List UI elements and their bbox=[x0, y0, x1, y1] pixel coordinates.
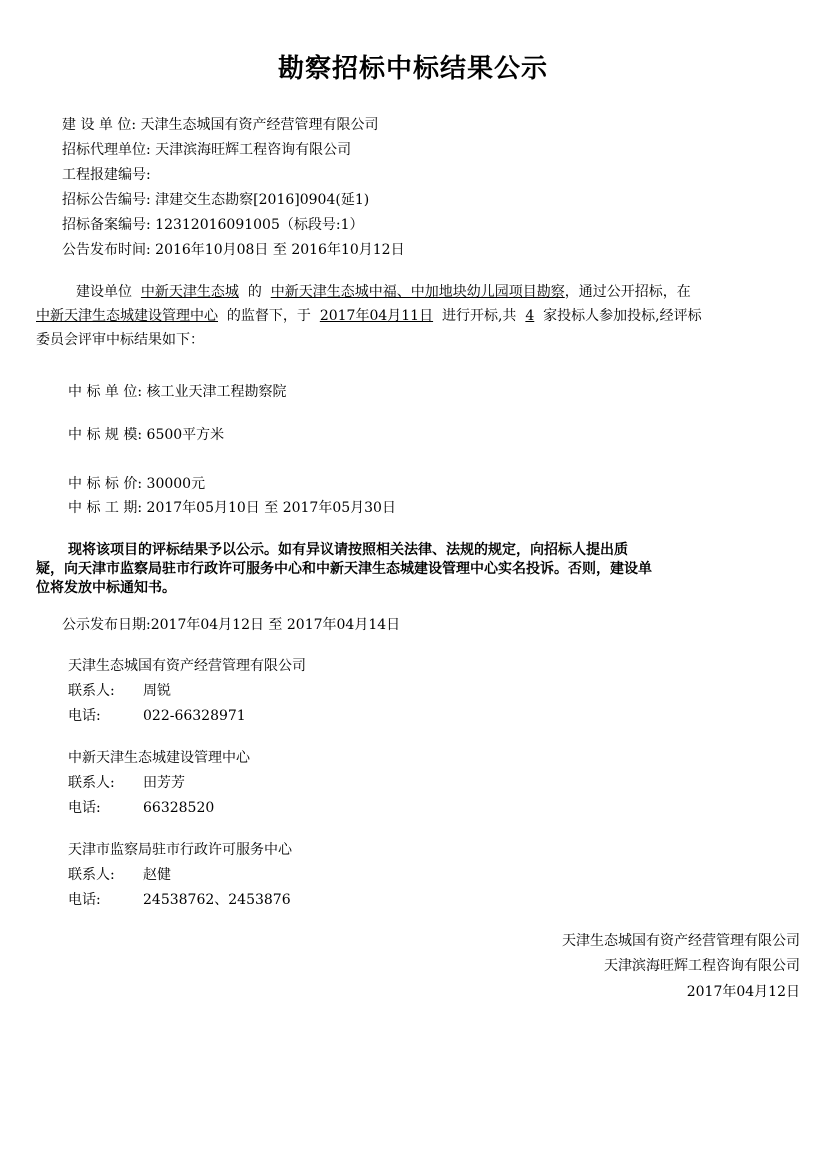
contact-phone: 66328520 bbox=[143, 800, 215, 816]
field-label: 招标公告编号: bbox=[62, 192, 151, 208]
intro-text: 的监督下，于 bbox=[226, 308, 311, 324]
field-label: 建 设 单 位: bbox=[62, 117, 137, 133]
field-value: 2016年10月08日 至 2016年10月12日 bbox=[155, 242, 405, 258]
field-agent bbox=[62, 140, 351, 160]
contact-phone-label: 电话: bbox=[68, 800, 101, 816]
field-value: 12312016091005（标段号:1） bbox=[155, 217, 364, 233]
contact-phone: 24538762、2453876 bbox=[143, 892, 291, 908]
contact-person-row bbox=[68, 865, 171, 885]
field-builder bbox=[62, 115, 379, 135]
result-winner bbox=[68, 382, 287, 402]
notice-line-1: 现将该项目的评标结果予以公示。如有异议请按照相关法律、法规的规定，向招标人提出质 bbox=[68, 542, 628, 558]
field-announcement-no bbox=[62, 190, 369, 210]
contact-org: 天津市监察局驻市行政许可服务中心 bbox=[68, 842, 292, 858]
contact-person-row bbox=[68, 681, 171, 701]
contact-phone-row bbox=[68, 890, 291, 910]
intro-text: 委员会评审中标结果如下： bbox=[36, 332, 204, 348]
result-label: 中 标 单 位: bbox=[68, 384, 143, 400]
field-value: 天津滨海旺辉工程咨询有限公司 bbox=[155, 142, 352, 158]
result-label: 中 标 规 模: bbox=[68, 427, 143, 443]
result-value: 6500平方米 bbox=[146, 427, 225, 443]
contact-phone-row bbox=[68, 706, 246, 726]
project-name: 中新天津生态城中福、中加地块幼儿园项目勘察 bbox=[270, 284, 565, 300]
contact-org: 天津生态城国有资产经营管理有限公司 bbox=[68, 658, 306, 674]
page-title: 勘察招标中标结果公示 bbox=[277, 54, 548, 84]
field-label: 工程报建编号: bbox=[62, 167, 151, 183]
field-registration-no bbox=[62, 165, 151, 185]
result-period bbox=[68, 498, 396, 518]
result-value: 核工业天津工程勘察院 bbox=[146, 384, 287, 400]
contact-phone-row bbox=[68, 798, 215, 818]
intro-line-2 bbox=[36, 306, 702, 326]
field-filing-no bbox=[62, 215, 364, 235]
field-label: 招标代理单位: bbox=[62, 142, 151, 158]
contact-person-label: 联系人: bbox=[68, 867, 115, 883]
result-value: 2017年05月10日 至 2017年05月30日 bbox=[146, 500, 396, 516]
field-value: 天津生态城国有资产经营管理有限公司 bbox=[140, 117, 379, 133]
result-label: 中 标 工 期: bbox=[68, 500, 143, 516]
contact-person-label: 联系人: bbox=[68, 775, 115, 791]
result-scale bbox=[68, 425, 224, 445]
intro-line-3 bbox=[36, 330, 204, 350]
notice-line-3: 位将发放中标通知书。 bbox=[36, 580, 176, 596]
signature-org-1: 天津生态城国有资产经营管理有限公司 bbox=[562, 933, 800, 949]
field-label: 公告发布时间: bbox=[62, 242, 151, 258]
supervisor-name: 中新天津生态城建设管理中心 bbox=[36, 308, 218, 324]
contact-org: 中新天津生态城建设管理中心 bbox=[68, 750, 250, 766]
contact-person: 赵健 bbox=[143, 867, 171, 883]
contact-phone: 022-66328971 bbox=[143, 708, 246, 724]
bidder-count: 4 bbox=[525, 308, 535, 324]
result-price bbox=[68, 474, 205, 494]
intro-text: 建设单位 bbox=[76, 284, 132, 300]
field-label: 招标备案编号: bbox=[62, 217, 151, 233]
notice-line-2: 疑，向天津市监察局驻市行政许可服务中心和中新天津生态城建设管理中心实名投诉。否则，建设单 bbox=[36, 561, 652, 577]
result-value: 30000元 bbox=[146, 476, 206, 492]
contact-phone-label: 电话: bbox=[68, 708, 101, 724]
intro-line-1 bbox=[76, 282, 691, 302]
contact-person-label: 联系人: bbox=[68, 683, 115, 699]
signature-date: 2017年04月12日 bbox=[686, 984, 800, 1000]
contact-person-row bbox=[68, 773, 185, 793]
intro-text: 进行开标,共 bbox=[441, 308, 517, 324]
intro-text: 家投标人参加投标,经评标 bbox=[543, 308, 702, 324]
contact-phone-label: 电话: bbox=[68, 892, 101, 908]
contact-person: 周锐 bbox=[143, 683, 171, 699]
publicity-date: 公示发布日期:2017年04月12日 至 2017年04月14日 bbox=[62, 617, 401, 633]
field-value: 津建交生态勘察[2016]0904(延1) bbox=[155, 192, 370, 208]
builder-name: 中新天津生态城 bbox=[140, 284, 239, 300]
result-label: 中 标 标 价: bbox=[68, 476, 143, 492]
field-announcement-time bbox=[62, 240, 405, 260]
open-date: 2017年04月11日 bbox=[319, 308, 434, 324]
signature-org-2: 天津滨海旺辉工程咨询有限公司 bbox=[604, 958, 800, 974]
intro-text: ，通过公开招标，在 bbox=[564, 284, 691, 300]
contact-person: 田芳芳 bbox=[143, 775, 185, 791]
intro-text: 的 bbox=[247, 284, 262, 300]
